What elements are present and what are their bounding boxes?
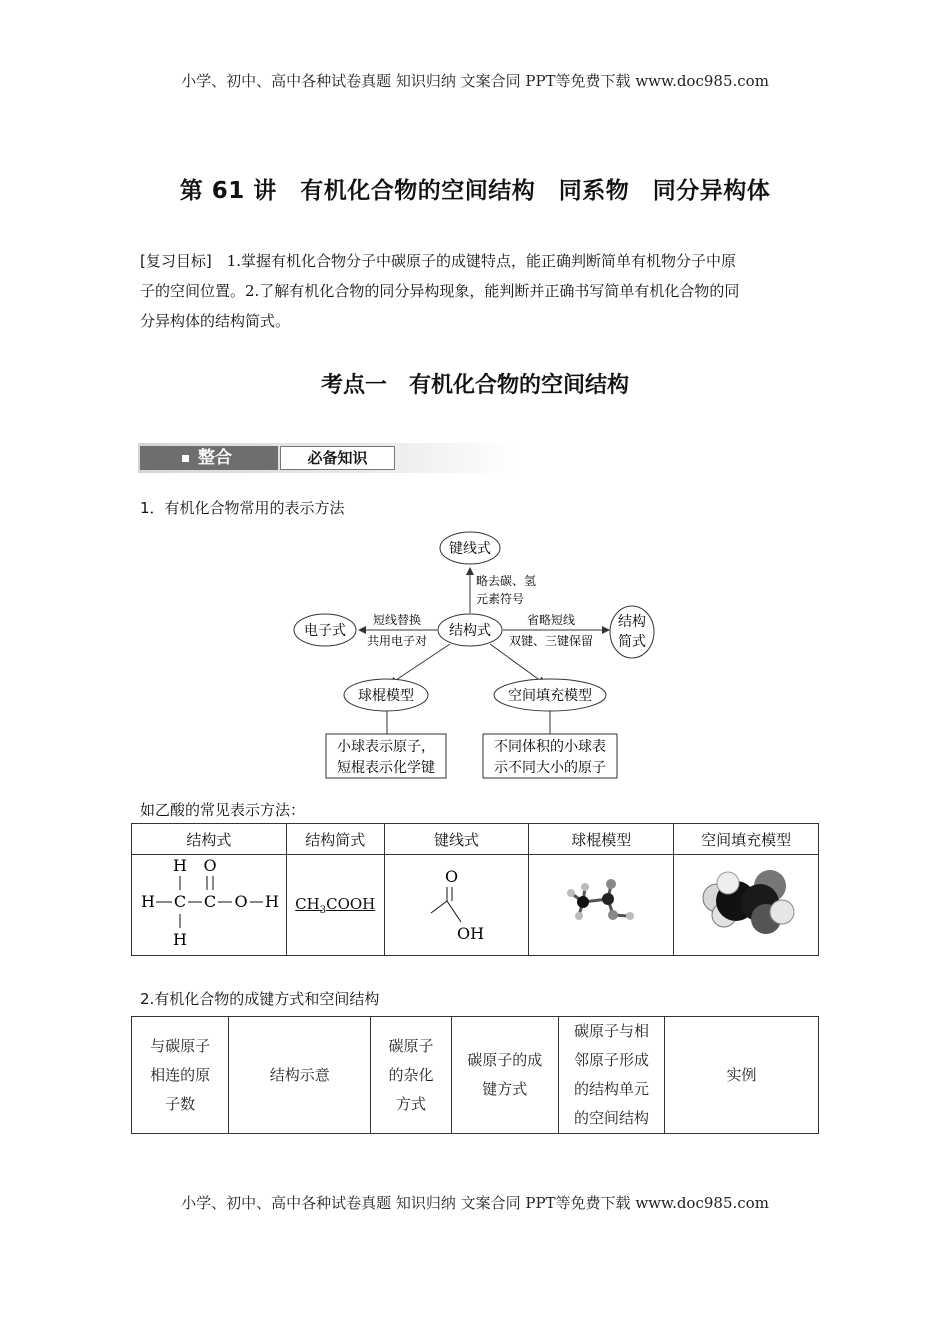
node-jianshi-text-1: 结构 xyxy=(618,614,646,630)
banner-light: 必备知识 xyxy=(280,446,395,470)
svg-text:H: H xyxy=(172,930,187,949)
label-left-1: 短线替换 xyxy=(372,613,422,627)
space-filling-model xyxy=(676,855,816,951)
ball-stick-model xyxy=(531,855,671,951)
svg-text:O: O xyxy=(203,856,217,875)
review-line-3: 分异构体的结构简式。 xyxy=(140,312,291,330)
review-goals xyxy=(140,246,812,336)
node-qiugun-text: 球棍模型 xyxy=(358,688,414,704)
condensed-formula-cell xyxy=(286,855,384,956)
svg-text:O: O xyxy=(444,867,458,886)
space-filling-cell xyxy=(674,855,819,956)
review-line-2: 子的空间位置。2.了解有机化合物的同分异构现象，能判断并正确书写简单有机化合物的同 xyxy=(140,282,740,300)
example-caption: 如乙酸的常见表示方法： xyxy=(140,801,306,819)
svg-text:C: C xyxy=(203,892,216,911)
svg-text:H: H xyxy=(172,856,187,875)
label-right-2: 双键、三键保留 xyxy=(508,634,594,648)
square-icon xyxy=(182,455,189,462)
section-banner xyxy=(138,443,518,473)
svg-text:H: H xyxy=(264,892,279,911)
heading-bonding: 2.有机化合物的成键方式和空间结构 xyxy=(140,990,380,1008)
representation-diagram xyxy=(280,520,680,790)
skeletal-formula xyxy=(387,855,527,951)
condensed-formula: $CH_3COOH$ xyxy=(295,894,376,916)
col-example: 实例 xyxy=(665,1017,819,1134)
svg-text:H: H xyxy=(140,892,155,911)
node-jiegou-text: 结构式 xyxy=(449,623,491,639)
review-line-1: 1.掌握有机化合物分子中碳原子的成键特点，能正确判断简单有机物分子中原 xyxy=(226,252,737,270)
node-jianshi-text-2: 简式 xyxy=(618,634,646,650)
svg-text:OH: OH xyxy=(456,924,484,943)
col-structure: 结构示意 xyxy=(229,1017,371,1134)
header-space-filling: 空间填充模型 xyxy=(674,824,819,855)
col-neighbor-count: 与碳原子 相连的原 子数 xyxy=(132,1017,229,1134)
section-title: 考点一 有机化合物的空间结构 xyxy=(320,373,629,398)
col-spatial-structure: 碳原子与相 邻原子形成 的结构单元 的空间结构 xyxy=(558,1017,664,1134)
col-bond-type: 碳原子的成 键方式 xyxy=(451,1017,558,1134)
qiugun-desc-2: 短棍表示化学键 xyxy=(337,760,435,776)
kongjian-desc-1: 不同体积的小球表 xyxy=(494,739,606,755)
structural-formula-cell xyxy=(132,855,287,956)
label-up-2: 元素符号 xyxy=(476,592,525,606)
banner-dark: 整合 xyxy=(140,446,278,470)
page-footer: 小学、初中、高中各种试卷真题 知识归纳 文案合同 PPT等免费下载 www.doc985.com xyxy=(181,1194,769,1212)
qiugun-desc-1: 小球表示原子， xyxy=(337,739,435,755)
node-kongjian-text: 空间填充模型 xyxy=(508,688,592,704)
kongjian-desc-2: 示不同大小的原子 xyxy=(494,760,606,776)
ball-stick-cell xyxy=(529,855,674,956)
heading-representation: 1．有机化合物常用的表示方法 xyxy=(140,499,345,517)
svg-text:C: C xyxy=(173,892,186,911)
label-right-1: 省略短线 xyxy=(526,613,576,627)
review-label: [复习目标] xyxy=(140,252,212,270)
header-condensed: 结构简式 xyxy=(286,824,384,855)
header-ball-stick: 球棍模型 xyxy=(529,824,674,855)
acetic-acid-table xyxy=(131,823,819,956)
node-dianzi-text: 电子式 xyxy=(304,623,346,639)
node-jianxian-text: 键线式 xyxy=(449,541,491,557)
bonding-table xyxy=(131,1016,819,1134)
header-structural: 结构式 xyxy=(132,824,287,855)
lecture-title: 第 61 讲 有机化合物的空间结构 同系物 同分异构体 xyxy=(179,178,771,204)
header-skeletal: 键线式 xyxy=(384,824,529,855)
col-hybridization: 碳原子 的杂化 方式 xyxy=(371,1017,451,1134)
page-header: 小学、初中、高中各种试卷真题 知识归纳 文案合同 PPT等免费下载 www.doc985.com xyxy=(181,72,769,90)
label-left-2: 共用电子对 xyxy=(366,634,428,648)
structural-formula xyxy=(134,855,284,951)
svg-text:O: O xyxy=(234,892,248,911)
skeletal-formula-cell xyxy=(384,855,529,956)
label-up-1: 略去碳、氢 xyxy=(476,574,537,588)
